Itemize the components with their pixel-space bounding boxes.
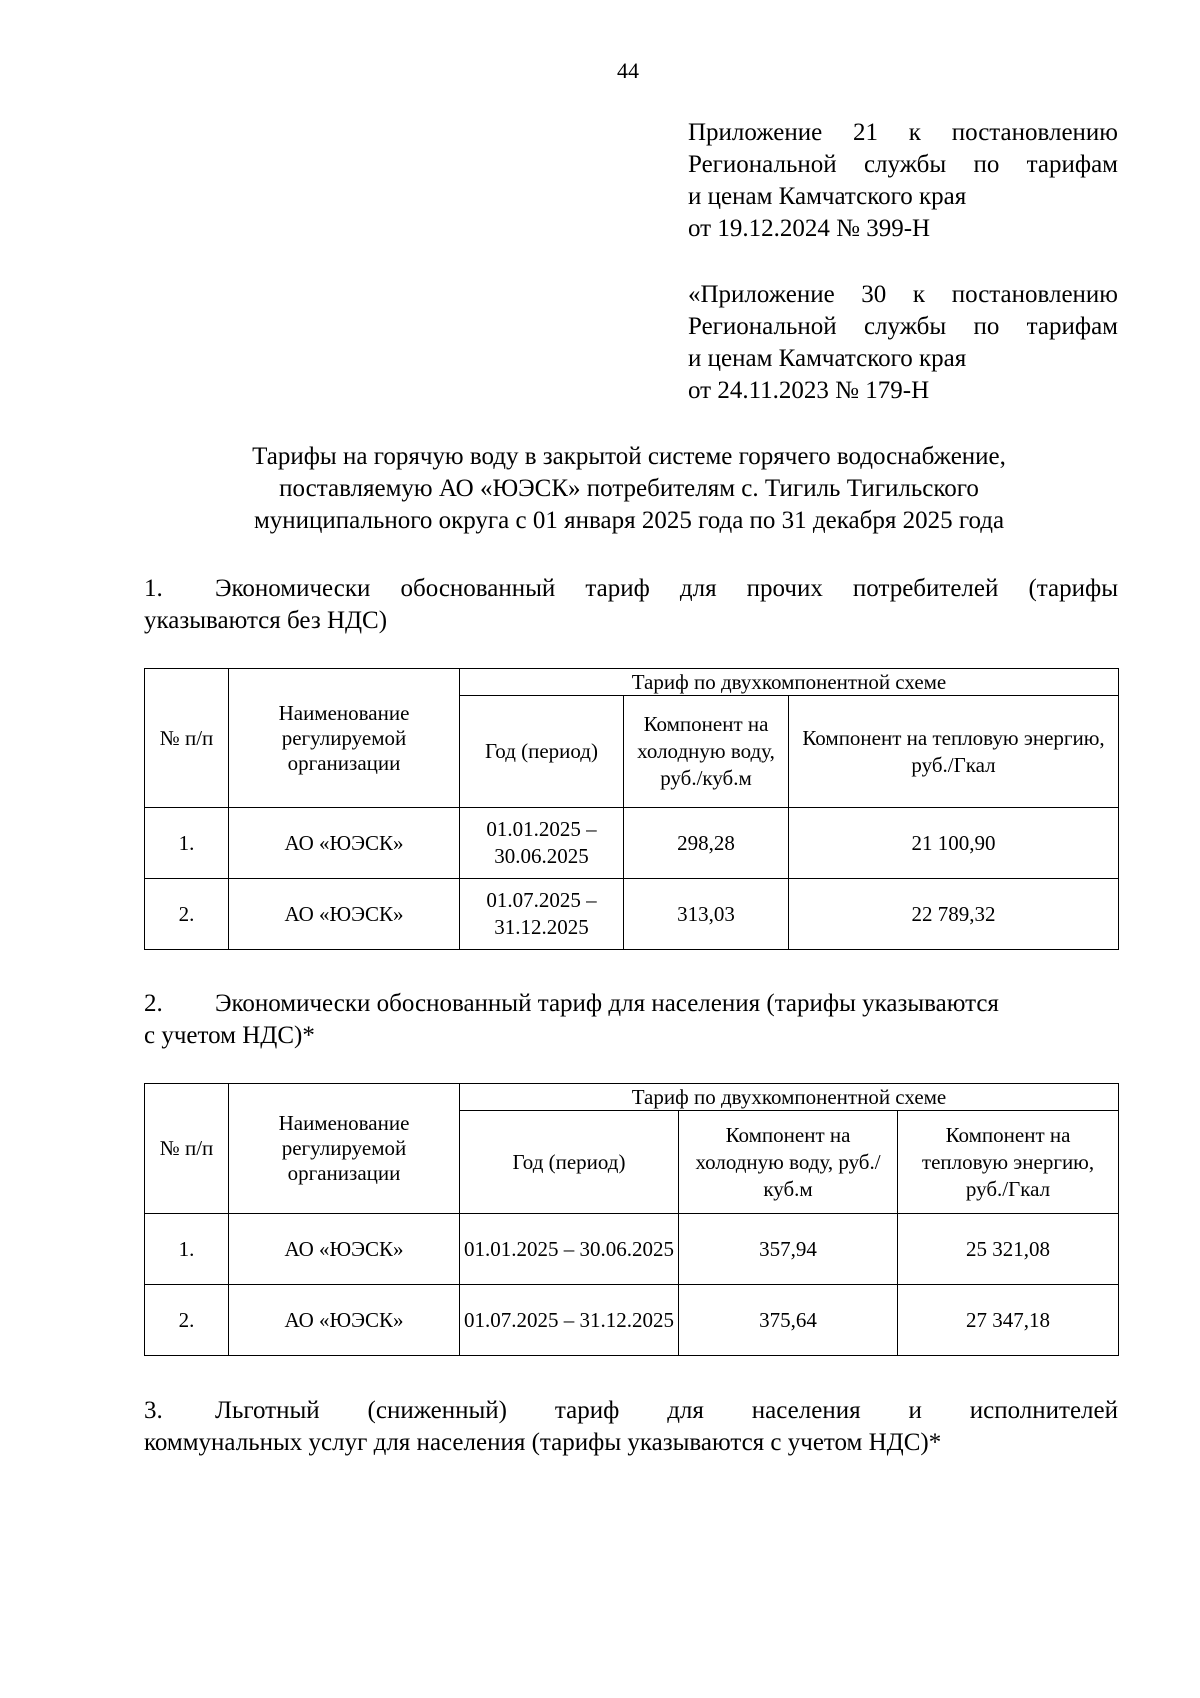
appendix-line: от 24.11.2023 № 179-Н <box>688 377 930 404</box>
cell-period: 01.01.2025 – 30.06.2025 <box>460 808 624 879</box>
cell-cold-water: 298,28 <box>624 808 789 879</box>
tariff-table-population <box>144 1083 1119 1356</box>
header-heat-energy: Компонент на тепловую энергию, руб./Гкал <box>789 696 1119 808</box>
cell-heat-energy: 21 100,90 <box>789 808 1119 879</box>
cell-organization: АО «ЮЭСК» <box>229 1285 460 1356</box>
appendix-line: Региональной службы по тарифам <box>688 151 1118 178</box>
cell-num: 1. <box>145 808 229 879</box>
appendix-reference-original <box>688 279 1118 407</box>
header-num: № п/п <box>145 1084 229 1214</box>
section-text: указываются без НДС) <box>144 607 388 634</box>
title-line: поставляемую АО «ЮЭСК» потребителям с. Тигиль Тигильского <box>279 475 979 502</box>
title-line: Тарифы на горячую воду в закрытой системе горячего водоснабжение, <box>252 443 1006 470</box>
cell-cold-water: 313,03 <box>624 879 789 950</box>
cell-organization: АО «ЮЭСК» <box>229 808 460 879</box>
title-line: муниципального округа с 01 января 2025 года по 31 декабря 2025 года <box>253 507 1005 534</box>
cell-heat-energy: 22 789,32 <box>789 879 1119 950</box>
page-number: 44 <box>617 58 639 83</box>
section-text: Экономически обоснованный тариф для прочих потребителей (тарифы <box>215 575 1118 602</box>
appendix-reference-current <box>688 117 1118 245</box>
header-heat-energy: Компонент на тепловую энергию, руб./Гкал <box>898 1111 1119 1214</box>
header-period: Год (период) <box>460 1111 679 1214</box>
section-number: 3. <box>144 1397 163 1424</box>
cell-organization: АО «ЮЭСК» <box>229 1214 460 1285</box>
cell-period: 01.01.2025 – 30.06.2025 <box>460 1214 679 1285</box>
header-cold-water: Компонент на холодную воду, руб./куб.м <box>679 1111 898 1214</box>
appendix-line: и ценам Камчатского края <box>688 345 967 372</box>
cell-num: 2. <box>145 879 229 950</box>
appendix-line: и ценам Камчатского края <box>688 183 967 210</box>
table-row <box>145 1214 1119 1285</box>
section-text: Льготный (сниженный) тариф для населения и исполнителей <box>215 1397 1118 1424</box>
section-number: 1. <box>144 575 163 602</box>
header-cold-water: Компонент на холодную воду, руб./куб.м <box>624 696 789 808</box>
cell-num: 2. <box>145 1285 229 1356</box>
header-tariff-group: Тариф по двухкомпонентной схеме <box>460 669 1119 696</box>
cell-cold-water: 357,94 <box>679 1214 898 1285</box>
appendix-line: Приложение 21 к постановлению <box>688 119 1118 146</box>
cell-heat-energy: 27 347,18 <box>898 1285 1119 1356</box>
table-row <box>145 808 1119 879</box>
appendix-line: от 19.12.2024 № 399-Н <box>688 215 931 242</box>
section-number: 2. <box>144 990 163 1017</box>
header-num: № п/п <box>145 669 229 808</box>
section-text: Экономически обоснованный тариф для населения (тарифы указываются <box>215 990 999 1017</box>
appendix-line: «Приложение 30 к постановлению <box>688 281 1118 308</box>
cell-num: 1. <box>145 1214 229 1285</box>
section-3-heading <box>144 1395 1118 1459</box>
section-text: коммунальных услуг для населения (тарифы указываются с учетом НДС)* <box>144 1429 942 1456</box>
cell-cold-water: 375,64 <box>679 1285 898 1356</box>
section-1-heading <box>144 573 1118 637</box>
cell-organization: АО «ЮЭСК» <box>229 879 460 950</box>
table-row <box>145 879 1119 950</box>
appendix-line: Региональной службы по тарифам <box>688 313 1118 340</box>
tariff-table-other-consumers <box>144 668 1119 950</box>
header-period: Год (период) <box>460 696 624 808</box>
header-organization: Наименование регулируемой организации <box>229 669 460 808</box>
cell-period: 01.07.2025 – 31.12.2025 <box>460 1285 679 1356</box>
table-row <box>145 1285 1119 1356</box>
document-title <box>140 441 1118 537</box>
header-organization: Наименование регулируемой организации <box>229 1084 460 1214</box>
cell-heat-energy: 25 321,08 <box>898 1214 1119 1285</box>
cell-period: 01.07.2025 – 31.12.2025 <box>460 879 624 950</box>
header-tariff-group: Тариф по двухкомпонентной схеме <box>460 1084 1119 1111</box>
section-2-heading <box>144 988 1118 1052</box>
section-text: с учетом НДС)* <box>144 1022 315 1049</box>
